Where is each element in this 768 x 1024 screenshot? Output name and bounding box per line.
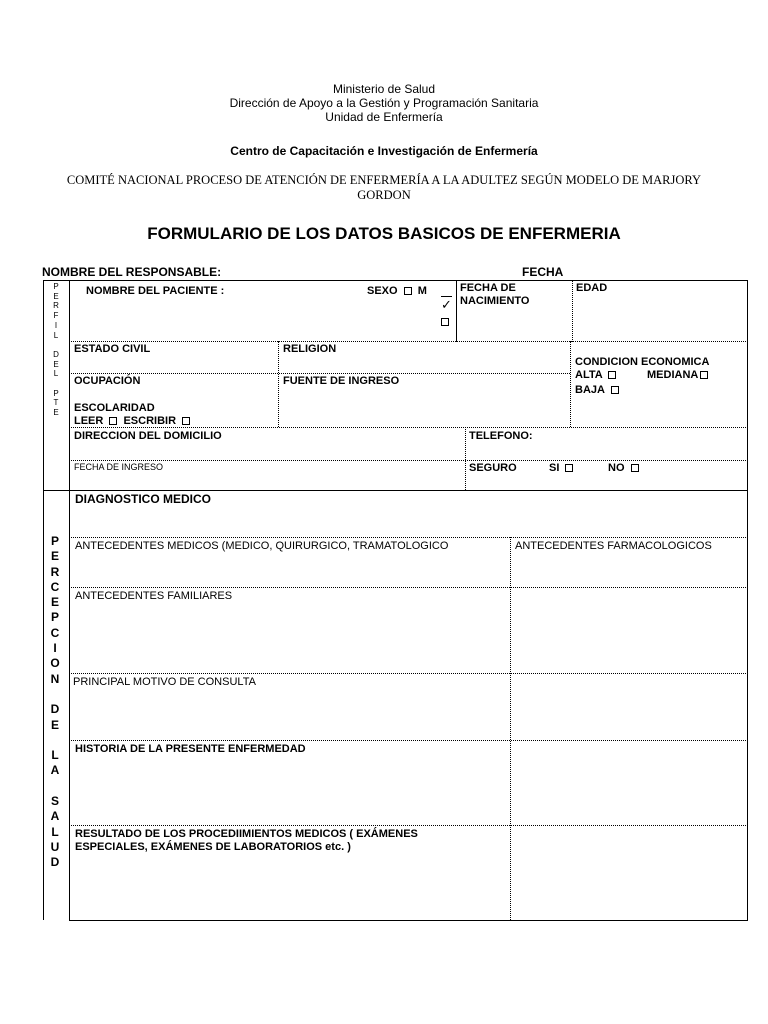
motivo-consulta-label: PRINCIPAL MOTIVO DE CONSULTA bbox=[73, 676, 256, 688]
edad-label: EDAD bbox=[576, 282, 608, 294]
direccion-label: DIRECCION DEL DOMICILIO bbox=[74, 430, 222, 442]
ant-farmaco-label: ANTECEDENTES FARMACOLOGICOS bbox=[515, 540, 712, 552]
alta-checkbox[interactable] bbox=[608, 371, 616, 379]
resultado-label-2: ESPECIALES, EXÁMENES DE LABORATORIOS etc. ) bbox=[75, 841, 351, 853]
leer-checkbox[interactable] bbox=[109, 417, 117, 425]
seguro-label: SEGURO bbox=[469, 462, 517, 474]
baja-option: BAJA bbox=[575, 384, 622, 397]
sexo-field bbox=[367, 285, 427, 298]
estado-civil-label: ESTADO CIVIL bbox=[74, 343, 151, 355]
ant-medicos-label: ANTECEDENTES MEDICOS (MEDICO, QUIRURGICO, TRAMATOLOGICO bbox=[75, 540, 449, 552]
fecha-ingreso-label: FECHA DE INGRESO bbox=[74, 462, 164, 472]
direction-line: Dirección de Apoyo a la Gestión y Programación Sanitaria bbox=[229, 96, 539, 110]
fecha-label: FECHA bbox=[522, 265, 564, 279]
sexo-label: SEXO bbox=[367, 285, 398, 297]
ministry-line: Ministerio de Salud bbox=[332, 82, 436, 96]
ocupacion-label: OCUPACIÓN bbox=[74, 375, 141, 387]
fuente-ingreso-label: FUENTE DE INGRESO bbox=[283, 375, 400, 387]
religion-label: RELIGION bbox=[283, 343, 337, 355]
historia-label: HISTORIA DE LA PRESENTE ENFERMEDAD bbox=[75, 743, 306, 755]
mediana-option: MEDIANA bbox=[647, 369, 711, 382]
sexo-f-checkbox[interactable] bbox=[404, 287, 412, 295]
responsable-label: NOMBRE DEL RESPONSABLE: bbox=[42, 265, 222, 279]
nombre-paciente-label: NOMBRE DEL PACIENTE : bbox=[86, 285, 225, 297]
seguro-no-option: NO bbox=[608, 462, 642, 475]
unit-line: Unidad de Enfermería bbox=[325, 110, 443, 124]
diagnostico-label: DIAGNOSTICO MEDICO bbox=[75, 492, 212, 506]
telefono-label: TELEFONO: bbox=[469, 430, 533, 442]
condicion-economica-label: CONDICION ECONOMICA bbox=[575, 356, 710, 368]
mediana-checkbox[interactable] bbox=[700, 371, 708, 379]
alta-option: ALTA bbox=[575, 369, 619, 382]
leer-escribir-options: LEER ESCRIBIR bbox=[74, 415, 193, 428]
fecha-nacimiento-label-1: FECHA DE bbox=[460, 282, 516, 294]
side-label-percepcion: P E R C E P C I O N D E L A S A L U D bbox=[50, 534, 60, 870]
committee-line: COMITÉ NACIONAL PROCESO DE ATENCIÓN DE ENFERMERÍA A LA ADULTEZ SEGÚN MODELO DE MARJORY GORDON bbox=[66, 173, 702, 202]
seguro-si-checkbox[interactable] bbox=[565, 464, 573, 472]
escolaridad-label: ESCOLARIDAD bbox=[74, 402, 155, 414]
seguro-si-option: SI bbox=[549, 462, 576, 475]
baja-checkbox[interactable] bbox=[611, 386, 619, 394]
side-label-perfil: P E R F I L D E L P T E bbox=[53, 282, 59, 418]
escribir-checkbox[interactable] bbox=[182, 417, 190, 425]
resultado-label-1: RESULTADO DE LOS PROCEDIIMIENTOS MEDICOS ( EXÁMENES bbox=[75, 828, 418, 840]
sexo-m-checkbox[interactable] bbox=[441, 318, 449, 326]
ant-familiares-label: ANTECEDENTES FAMILIARES bbox=[75, 590, 233, 602]
center-title: Centro de Capacitación e Investigación de Enfermería bbox=[230, 144, 538, 158]
form-title: FORMULARIO DE LOS DATOS BASICOS DE ENFERMERIA bbox=[147, 224, 621, 243]
fecha-nacimiento-label-2: NACIMIENTO bbox=[460, 295, 530, 307]
check-mark-icon: ✓ bbox=[441, 297, 452, 312]
sexo-m-label: M bbox=[417, 285, 427, 297]
seguro-no-checkbox[interactable] bbox=[631, 464, 639, 472]
